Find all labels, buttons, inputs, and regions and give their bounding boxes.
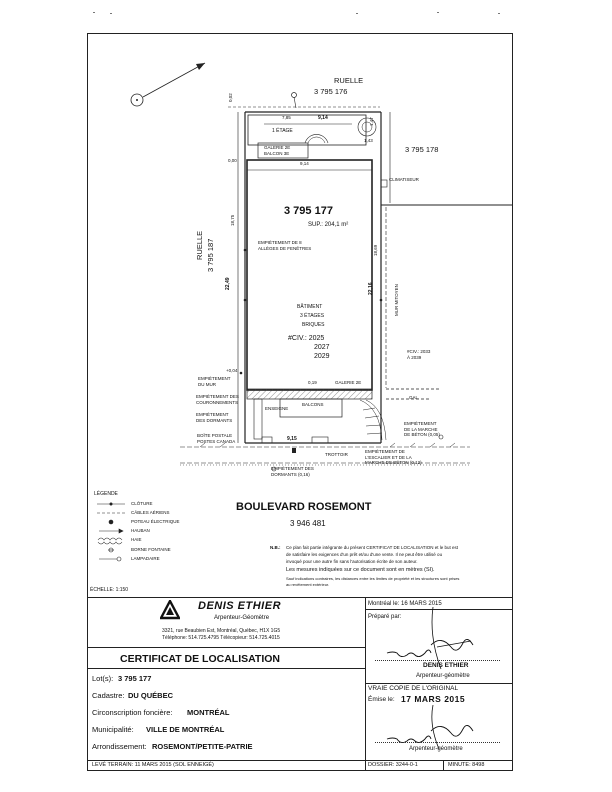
true-copy-label: VRAIE COPIE DE L'ORIGINAL [368,685,459,692]
cadastre-label: Cadastre: [92,691,125,700]
offset-left: +0,04 [226,368,238,373]
legend-title: LÉGENDE [94,491,118,497]
note-line: de satisfaire les exigences d'un prêt et/ou d'une vente. Il ne peut être utilisé ou [286,552,443,557]
note-line: au revêtement extérieur. [286,582,330,587]
lot-area: SUP.: 204,1 m² [308,222,349,228]
dim-top: 9,14 [318,115,328,121]
building-line-1: BÂTIMENT [297,304,323,310]
zero-left: 0,00 [228,158,237,163]
arrondissement-value: ROSEMONT/PETITE-PATRIE [152,742,253,751]
date-line: Montréal le: 16 MARS 2015 [368,601,442,607]
title-block-rule [365,683,513,684]
legend-symbols [95,500,129,572]
street-lot: 3 946 481 [290,519,326,528]
lane-left-lot: 3 795 187 [206,238,215,272]
dim-small-top-left: 7,85 [282,115,291,120]
legend-item: POTEAU ÉLECTRIQUE [131,519,180,524]
note-line: Ce plan fait partie intégrante du présent CERTIFICAT DE LOCALISATION et le but est [286,545,458,550]
north-arrow-icon [131,63,205,106]
signature-line-2 [375,742,500,743]
issued-value: 17 MARS 2015 [401,694,466,704]
minute-number: MINUTE: 8498 [448,762,485,768]
cadastre-value: DU QUÉBEC [128,691,174,700]
rear-annex [248,115,366,145]
firm-logo-icon [160,600,180,620]
encroach-wall-label: EMPIÈTEMENT DU MUR [198,376,231,387]
front-stair [360,400,386,440]
circonscription-value: MONTRÉAL [187,708,230,717]
dossier-number: DOSSIER: 3244-0-1 [368,762,418,768]
encroach-sleepers-label: EMPIÈTEMENT DES DORMANTS [196,412,233,423]
prepared-label: Préparé par: [368,614,402,620]
scan-speck [93,12,95,13]
scan-speck [437,12,439,13]
party-wall-label: MUR MITOYEN [394,284,399,316]
zero-top: 0,02 [228,93,233,102]
firm-title: Arpenteur-Géomètre [214,615,270,621]
note-line: invoqué pour une autre fin sans l'autorisation écrite de son auteur. [286,559,418,564]
civic-line-3: 2029 [314,353,330,360]
encroach-cornices-label: EMPIÈTEMENT DES COURONNEMENTS [196,394,239,405]
encroach-windows-label: EMPIÈTEMENT DE 8 ALLÈGES DE FENÊTRES [258,240,312,251]
mailbox-label: BOÎTE POSTALE POSTES CANADA [197,433,236,444]
building-line-3: BRIQUES [302,322,325,328]
encroach-stair-2-label: EMPIÈTEMENT DE L'ESCALIER ET DE LA MARCHE DE BÉTON (0,12) [365,449,422,466]
title-block-bottom-rule [87,760,513,761]
civic-line-2: 2027 [314,344,330,351]
utility-pole-icon [292,93,297,98]
lane-left-label: RUELLE [195,230,204,260]
air-conditioner-label: CLIMATISEUR [389,177,419,182]
legend-item: BORNE FONTAINE [131,547,171,552]
note-label: N.B.: [270,545,281,550]
dim-right: 22,16 [368,282,374,295]
legend-item: HAUBAN [131,528,150,533]
title-block-divider [443,760,444,771]
legend-item: LAMPADAIRE [131,556,160,561]
neighbor-civic: #CIV.: 2033 À 2039 [407,349,431,360]
note-line: Sauf indications contraires, les distances entre les limites de propriété et les structures sont prises [286,576,460,581]
dim-bottom: 9,15 [287,436,297,442]
arrondissement-label: Arrondissement: [92,742,147,751]
building-line-2: 3 ÉTAGES [300,313,325,319]
lot-value: 3 795 177 [118,674,152,683]
air-conditioner [381,180,387,187]
sign-label: ENSEIGNE [265,406,289,411]
certificate-title: CERTIFICAT DE LOCALISATION [120,653,281,665]
scan-speck [110,13,112,14]
site-plan [87,33,513,513]
street-name: BOULEVARD ROSEMONT [236,501,372,513]
encroach-stair-label: EMPIÈTEMENT DE LA MARCHE DE BÉTON (0,05) [404,421,440,438]
balcony-label: BALCON 3E [264,151,290,156]
title-block-rule [87,647,365,648]
municipality-value: VILLE DE MONTRÉAL [146,725,225,734]
encroach-sleepers-2-label: EMPIÈTEMENT DES DORMANTS (0,16) [271,466,314,477]
neighbor-lot: 3 795 178 [405,145,439,154]
survey-date: LEVÉ TERRAIN: 11 MARS 2015 (SOL ENNEIGÉ) [92,762,214,768]
firm-phone: Téléphone: 514.725.4795 Télécopieur: 514.725.4015 [162,635,280,641]
dim-building-top: 9,14 [300,161,309,166]
lot-number: 3 795 177 [284,205,333,217]
lane-top-lot: 3 795 176 [314,87,348,96]
scan-speck [498,13,500,14]
circonscription-label: Circonscription foncière: [92,708,173,717]
gal-label: GAL. [409,395,420,400]
main-building [247,160,372,390]
signature-line [375,660,500,661]
firm-name: DENIS ETHIER [198,600,282,612]
legend-item: CLÔTURE [131,501,153,506]
legend-item: HAIE [131,537,142,542]
lane-top-label: RUELLE [334,76,364,85]
lot-label: Lot(s): [92,674,114,683]
scan-speck [356,13,358,14]
offset-bottom: 0,19 [308,380,317,385]
signature-2 [385,705,495,750]
scale-label: ÉCHELLE: 1:150 [90,587,129,593]
gallery-2e-label: GALERIE 2E [335,380,362,385]
title-block-rule [87,668,365,669]
municipality-label: Municipalité: [92,725,134,734]
dim-left: 22,49 [225,277,231,290]
civic-line-1: #CIV.: 2025 [288,335,325,342]
issued-label: Émise le: [368,696,395,703]
balconies-label: BALCONS [302,402,324,407]
signer-name: DENIS ETHIER [423,662,469,669]
dim-left-building: 18,75 [230,214,235,226]
dim-small-right-top: 1,47 [369,117,374,126]
title-block-top-rule [87,597,513,598]
note-line: Les mesures indiquées sur ce document sont en mètres (SI). [286,567,435,573]
signer-title: Arpenteur-géomètre [416,673,470,679]
legend-item: CÂBLES AÉRIENS [131,510,170,515]
dim-small-top-right: 1,43 [364,138,373,143]
dim-right-building: 18,69 [373,244,378,256]
first-floor-label: 1 ÉTAGE [272,128,293,134]
gallery-label: GALERIE 2E [264,145,291,150]
signer-title-2: Arpenteur-géomètre [409,746,463,752]
firm-address: 3321, rue Beaubien Est, Montréal, Québec, H1X 1G5 [162,628,281,634]
front-gallery [247,389,372,399]
title-block-divider [365,597,366,771]
sidewalk-label: TROTTOIR [325,452,348,457]
